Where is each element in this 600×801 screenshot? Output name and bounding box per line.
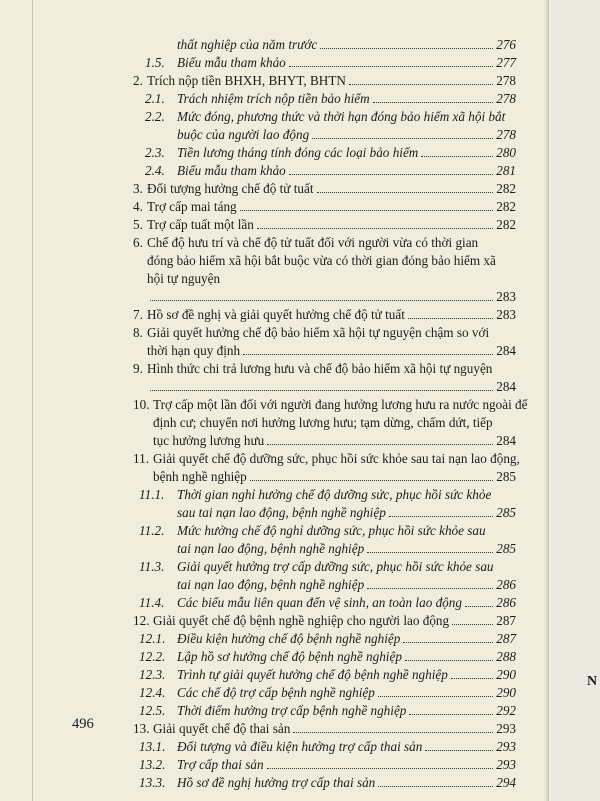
toc-entry-number: 12.3. [139, 667, 166, 682]
dot-leader [465, 606, 493, 607]
toc-entry-title: đóng bảo hiểm xã hội bắt buộc vừa có thời gian đóng bảo hiểm xã [147, 253, 496, 268]
toc-entry-number: 11.3. [139, 559, 165, 574]
toc-page-number: 278 [496, 73, 516, 88]
toc-page-number: 278 [496, 127, 516, 142]
toc-entry-number: 12.5. [139, 703, 166, 718]
toc-entry [133, 324, 516, 360]
toc-entry-title: Các biểu mẫu liên quan đến vệ sinh, an toàn lao động [177, 595, 462, 610]
toc-entry [133, 774, 516, 792]
toc-page-number: 290 [496, 685, 516, 700]
toc-entry-title: Chế độ hưu trí và chế độ tử tuất đối với người vừa có thời gian [147, 235, 479, 250]
toc-entry-title: Hồ sơ đề nghị hưởng trợ cấp thai sản [177, 775, 376, 790]
toc-page-number: 288 [496, 649, 516, 664]
toc-page-number: 286 [496, 577, 516, 592]
toc-entry-number: 12.4. [139, 685, 166, 700]
toc-entry-number: 9. [133, 361, 143, 376]
adjacent-page-text-fragment: N [587, 674, 598, 689]
toc-entry-number: 11.2. [139, 523, 165, 538]
toc-entry [133, 720, 516, 738]
toc-entry-number: 5. [133, 217, 143, 232]
dot-leader [289, 66, 493, 67]
toc-entry [133, 648, 516, 666]
toc-page-number: 284 [496, 379, 516, 394]
dot-leader [451, 678, 493, 679]
toc-entry-title: Trợ cấp thai sản [177, 757, 264, 772]
toc-entry-title: Biểu mẫu tham khảo [177, 163, 286, 178]
dot-leader [403, 642, 493, 643]
toc-page-number: 286 [496, 595, 516, 610]
toc-entry-title: Giải quyết chế độ bệnh nghề nghiệp cho người lao động [153, 613, 450, 628]
dot-leader [373, 102, 494, 103]
toc-page-number: 293 [496, 739, 516, 754]
toc-entry-title: Các chế độ trợ cấp bệnh nghề nghiệp [177, 685, 375, 700]
dot-leader [378, 786, 493, 787]
toc-page-number: 287 [496, 613, 516, 628]
toc-entry-number: 1.5. [145, 55, 165, 70]
dot-leader [349, 84, 493, 85]
toc-entry-number: 3. [133, 181, 143, 196]
toc-page-number: 292 [496, 703, 516, 718]
toc-entry [133, 162, 516, 180]
toc-page-number: 283 [496, 307, 516, 322]
dot-leader [243, 354, 493, 355]
toc-entry-title: Trách nhiệm trích nộp tiền bảo hiểm [177, 91, 370, 106]
toc-page-number: 294 [496, 775, 516, 790]
toc-entry [133, 90, 516, 108]
toc-entry [133, 360, 516, 396]
dot-leader [289, 174, 493, 175]
toc-entry-title: Hình thức chi trả lương hưu và chế độ bảo hiểm xã hội tự nguyện [147, 361, 493, 376]
dot-leader [408, 318, 493, 319]
toc-page-number: 283 [496, 289, 516, 304]
toc-entry-title: Giải quyết hưởng chế độ bảo hiểm xã hội tự nguyện chậm so với [147, 325, 490, 340]
toc-entry [133, 756, 516, 774]
page-margin-line [32, 0, 33, 801]
dot-leader [452, 624, 493, 625]
dot-leader [250, 480, 493, 481]
toc-entry-title: thời hạn quy định [147, 343, 241, 358]
toc-entry [133, 702, 516, 720]
dot-leader [240, 210, 494, 211]
toc-entry-title: tai nạn lao động, bệnh nghề nghiệp [177, 577, 365, 592]
toc-page-number: 293 [496, 757, 516, 772]
toc-entry-number: 13. [133, 721, 150, 736]
toc-entry [133, 738, 516, 756]
toc-entry [133, 594, 516, 612]
dot-leader [367, 588, 493, 589]
dot-leader [409, 714, 493, 715]
toc-entry-number: 13.1. [139, 739, 166, 754]
toc-entry-title: bệnh nghề nghiệp [153, 469, 247, 484]
toc-entry-title: Trình tự giải quyết hưởng chế độ bệnh nghề nghiệp [177, 667, 448, 682]
toc-entry-number: 13.3. [139, 775, 166, 790]
toc-entry-number: 13.2. [139, 757, 166, 772]
toc-entry-title: Hồ sơ đề nghị và giải quyết hưởng chế độ tử tuất [147, 307, 405, 322]
toc-page-number: 285 [496, 505, 516, 520]
toc-page-number: 287 [496, 631, 516, 646]
toc-entry-number: 4. [133, 199, 143, 214]
toc-entry [133, 486, 516, 522]
toc-entry [133, 180, 516, 198]
toc-page-number: 280 [496, 145, 516, 160]
toc-entry-title: Thời điểm hưởng trợ cấp bệnh nghề nghiệp [177, 703, 407, 718]
dot-leader [293, 732, 493, 733]
toc-entry [133, 144, 516, 162]
toc-entry-title: thất nghiệp của năm trước [177, 37, 318, 52]
toc-entry [133, 234, 516, 306]
toc-entry-title: Trích nộp tiền BHXH, BHYT, BHTN [147, 73, 346, 88]
dot-leader [317, 192, 494, 193]
toc-entry [133, 198, 516, 216]
toc-entry [133, 558, 516, 594]
toc-entry [133, 522, 516, 558]
toc-page-number: 282 [496, 217, 516, 232]
toc-entry-title: Đối tượng hưởng chế độ tử tuất [147, 181, 314, 196]
toc-page-number: 284 [496, 433, 516, 448]
dot-leader [425, 750, 493, 751]
dot-leader [267, 444, 493, 445]
toc-entry [133, 72, 516, 90]
toc-entry-title: Giải quyết chế độ dưỡng sức, phục hồi sức khỏe sau tai nạn lao động, [153, 451, 520, 466]
toc-entry-number: 12. [133, 613, 150, 628]
toc-entry-number: 10. [133, 397, 150, 412]
toc-page-number: 285 [496, 541, 516, 556]
dot-leader [421, 156, 493, 157]
toc-entry-title: Mức hưởng chế độ nghỉ dưỡng sức, phục hồi sức khỏe sau [177, 523, 486, 538]
toc-entry-number: 12.2. [139, 649, 166, 664]
toc-entry-number: 8. [133, 325, 143, 340]
toc-entry [133, 306, 516, 324]
dot-leader [320, 48, 493, 49]
dot-leader [389, 516, 493, 517]
toc-entry-title: Giải quyết chế độ thai sản [153, 721, 291, 736]
toc-entry [133, 396, 528, 450]
toc-entry [133, 684, 516, 702]
toc-entry [133, 54, 516, 72]
adjacent-page-edge [548, 0, 600, 801]
toc-entry-title: Biểu mẫu tham khảo [177, 55, 286, 70]
toc-entry-title: Tiền lương tháng tính đóng các loại bảo hiểm [177, 145, 419, 160]
toc-page-number: 277 [496, 55, 516, 70]
toc-entry [133, 108, 516, 144]
toc-entry-title: định cư; chuyển nơi hưởng lương hưu; tạm dừng, chấm dứt, tiếp [153, 415, 493, 430]
toc-entry-number: 11.1. [139, 487, 165, 502]
toc-entry-title: Lập hồ sơ hưởng chế độ bệnh nghề nghiệp [177, 649, 402, 664]
dot-leader [150, 390, 493, 391]
toc-entry-number: 2.4. [145, 163, 165, 178]
toc-entry-title: Trợ cấp một lần đối với người đang hưởng lương hưu ra nước ngoài để [153, 397, 528, 412]
toc-entry-number: 11. [133, 451, 149, 466]
dot-leader [150, 300, 493, 301]
toc-page-number: 285 [496, 469, 516, 484]
toc-entry-title: sau tai nạn lao động, bệnh nghề nghiệp [177, 505, 386, 520]
toc-entry-number: 2.2. [145, 109, 165, 124]
dot-leader [267, 768, 494, 769]
toc-entry-number: 11.4. [139, 595, 165, 610]
dot-leader [312, 138, 493, 139]
toc-entry [133, 666, 516, 684]
table-of-contents [133, 36, 528, 792]
toc-entry [133, 630, 516, 648]
toc-entry-number: 7. [133, 307, 143, 322]
toc-entry-number: 12.1. [139, 631, 166, 646]
toc-page-number: 293 [496, 721, 516, 736]
toc-entry-title: Trợ cấp mai táng [147, 199, 237, 214]
toc-entry [133, 216, 516, 234]
toc-entry-title: Thời gian nghỉ hưởng chế độ dưỡng sức, phục hồi sức khỏe [177, 487, 492, 502]
toc-entry [133, 612, 516, 630]
toc-entry-title: Mức đóng, phương thức và thời hạn đóng bảo hiểm xã hội bắt [177, 109, 506, 124]
toc-entry-title: hội tự nguyện [147, 271, 221, 286]
dot-leader [405, 660, 493, 661]
toc-page-number: 282 [496, 199, 516, 214]
toc-page-number: 290 [496, 667, 516, 682]
toc-entry [133, 450, 520, 486]
toc-entry-title: tai nạn lao động, bệnh nghề nghiệp [177, 541, 365, 556]
dot-leader [378, 696, 493, 697]
toc-entry-title: Đối tượng và điều kiện hưởng trợ cấp thai sản [177, 739, 423, 754]
dot-leader [257, 228, 493, 229]
toc-entry-number: 2.3. [145, 145, 165, 160]
toc-entry-number: 2. [133, 73, 143, 88]
toc-entry [133, 36, 516, 54]
toc-entry-title: buộc của người lao động [177, 127, 310, 142]
toc-entry-title: Giải quyết hưởng trợ cấp dưỡng sức, phục hồi sức khỏe sau [177, 559, 494, 574]
toc-entry-number: 6. [133, 235, 143, 250]
toc-entry-title: tục hưởng lương hưu [153, 433, 265, 448]
dot-leader [367, 552, 493, 553]
toc-page-number: 284 [496, 343, 516, 358]
toc-page-number: 282 [496, 181, 516, 196]
toc-entry-title: Trợ cấp tuất một lần [147, 217, 254, 232]
toc-page-number: 278 [496, 91, 516, 106]
toc-entry-number: 2.1. [145, 91, 165, 106]
toc-page-number: 281 [496, 163, 516, 178]
toc-entry-title: Điều kiện hưởng chế độ bệnh nghề nghiệp [177, 631, 401, 646]
page-number: 496 [72, 716, 94, 732]
toc-page-number: 276 [496, 37, 516, 52]
